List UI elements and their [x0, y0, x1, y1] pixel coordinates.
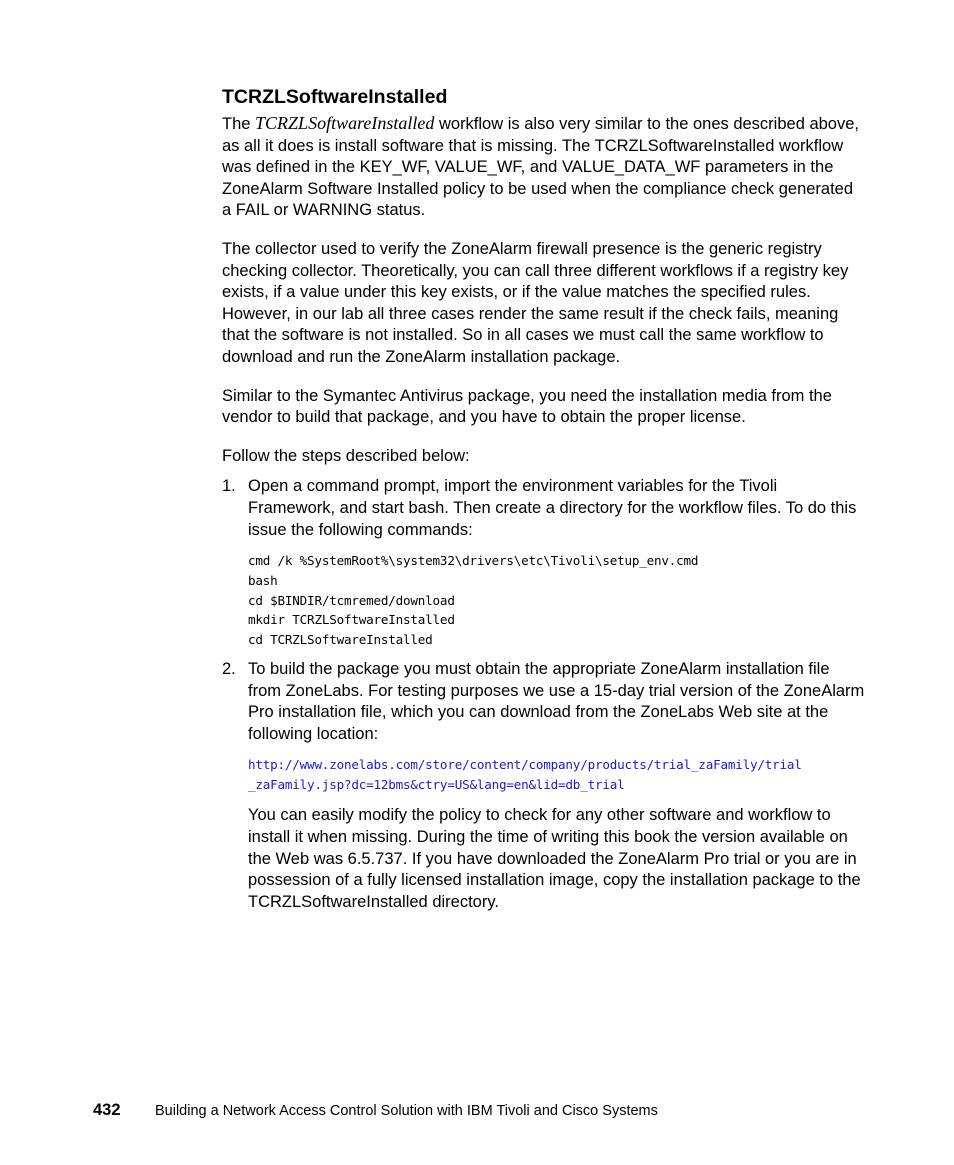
section-heading: TCRZLSoftwareInstalled — [222, 86, 448, 108]
page-body — [222, 86, 866, 913]
code-line: cd TCRZLSoftwareInstalled — [248, 632, 433, 648]
page-number: 432 — [93, 1101, 121, 1119]
code-line: bash — [248, 572, 278, 588]
follow-steps-paragraph: Follow the steps described below: — [222, 446, 470, 465]
intro-the: The — [222, 115, 256, 133]
symantec-paragraph: Similar to the Symantec Antivirus package, you need the installation media from the vendor to build that package, and you have to obtain the proper license. — [222, 386, 832, 427]
code-line: mkdir TCRZLSoftwareInstalled — [248, 612, 455, 628]
code-line: cmd /k %SystemRoot%\system32\drivers\etc\Tivoli\setup_env.cmd — [248, 553, 699, 569]
collector-paragraph: The collector used to verify the ZoneAlarm firewall presence is the generic registry checking collector. Theoretically, you can call three different workflows if a registry key exists, if a value under this key exists, or if the value matches the specified rules. However, in our lab all three cases render the same result if the check fails, meaning that the software is not installed. So in all cases we must call the same workflow to download and run the ZoneAlarm installation package. — [222, 239, 849, 366]
step-followup-text: You can easily modify the policy to check for any other software and workflow to install it when missing. During the time of writing this book the version available on the Web was 6.5.737. If you have downloaded the ZoneAlarm Pro trial or you are in possession of a fully licensed installation image, copy the installation package to the TCRZLSoftwareInstalled directory. — [248, 806, 861, 911]
step-number: 2. — [222, 660, 236, 679]
code-line: cd $BINDIR/tcmremed/download — [248, 592, 455, 608]
step-text: Open a command prompt, import the environment variables for the Tivoli Framework, and start bash. Then create a directory for the workflow files. To do this issue the following commands: — [248, 477, 857, 539]
code-block — [248, 551, 866, 650]
steps-list — [222, 476, 866, 913]
step-item-1 — [222, 476, 866, 650]
intro-paragraph — [222, 113, 866, 222]
step-item-2 — [222, 659, 866, 913]
intro-workflow-name: TCRZLSoftwareInstalled — [255, 113, 435, 133]
step-text: To build the package you must obtain the appropriate ZoneAlarm installation file from ZoneLabs. For testing purposes we use a 15-day trial version of the ZoneAlarm Pro installation file, which you can download from the ZoneLabs Web site at the following location: — [248, 660, 865, 743]
zonelabs-download-link[interactable] — [248, 755, 866, 795]
step-number: 1. — [222, 477, 236, 496]
book-title: Building a Network Access Control Solution with IBM Tivoli and Cisco Systems — [155, 1103, 658, 1119]
link-line[interactable]: http://www.zonelabs.com/store/content/company/products/trial_zaFamily/trial — [248, 757, 802, 773]
link-line[interactable]: _zaFamily.jsp?dc=12bms&ctry=US&lang=en&lid=db_trial — [248, 777, 625, 793]
page-footer — [93, 1100, 658, 1121]
intro-rest: workflow is also very similar to the ones described above, as all it does is install software that is missing. The TCRZLSoftwareInstalled workflow was defined in the KEY_WF, VALUE_WF, and VALUE_DATA_WF parameters in the ZoneAlarm Software Installed policy to be used when the compliance check generated a FAIL or WARNING status. — [222, 115, 859, 220]
